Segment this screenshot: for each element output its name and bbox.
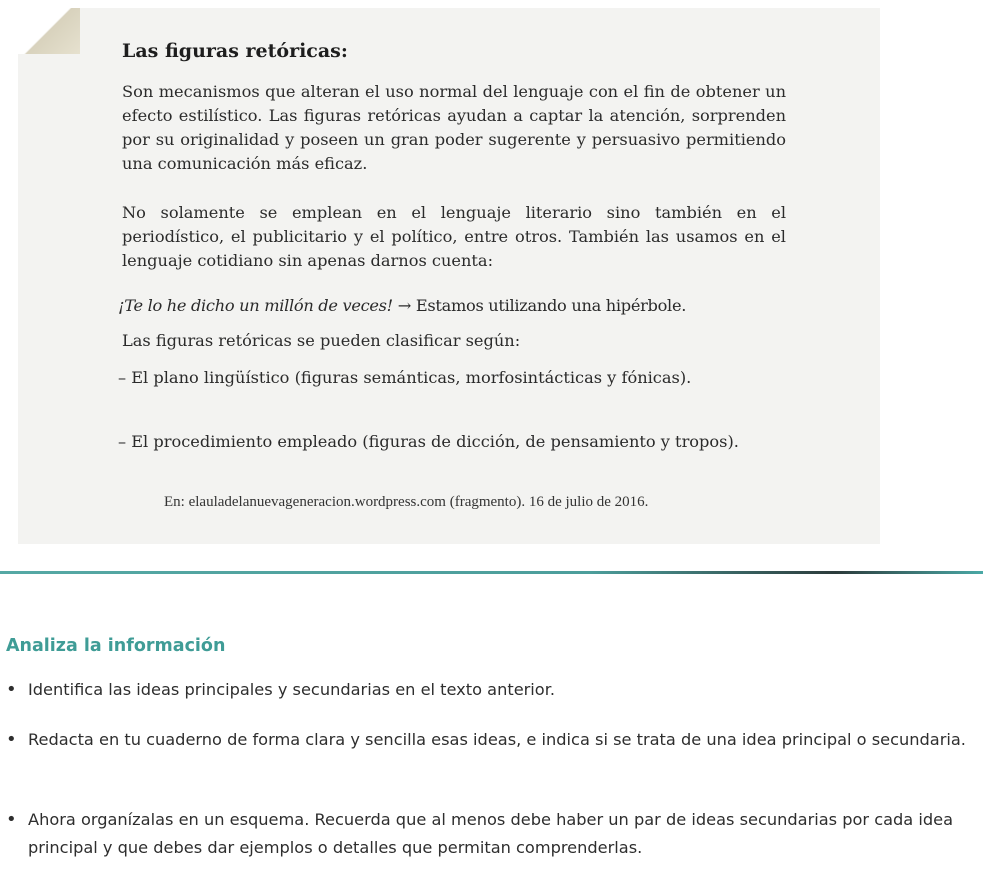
- task-text: Identifica las ideas principales y secundarias en el texto anterior.: [28, 680, 556, 699]
- reading-title: Las figuras retóricas:: [122, 40, 348, 62]
- classification-item-text: – El procedimiento empleado (figuras de dicción, de pensamiento y tropos).: [118, 432, 739, 451]
- bullet-icon: •: [6, 809, 17, 830]
- task-item: [6, 676, 976, 704]
- reading-paragraph-2: No solamente se emplean en el lenguaje literario sino también en el periodístico, el publicitario y el político, entre otros. También las usamos en el lenguaje cotidiano sin apenas darnos cuenta:: [122, 203, 786, 270]
- page-corner-decoration: [18, 8, 80, 54]
- example-quote: ¡Te lo he dicho un millón de veces!: [118, 296, 393, 315]
- source-citation: En: elauladelanuevageneracion.wordpress.com (fragmento). 16 de julio de 2016.: [164, 494, 649, 510]
- task-text: Redacta en tu cuaderno de forma clara y sencilla esas ideas, e indica si se trata de una idea principal o secundaria.: [28, 730, 966, 749]
- section-divider: [0, 571, 983, 574]
- arrow-icon: →: [397, 296, 412, 315]
- classification-item: [118, 366, 786, 390]
- reading-paragraph-3: Las figuras retóricas se pueden clasificar según:: [122, 331, 521, 350]
- classification-item-text: – El plano lingüístico (figuras semánticas, morfosintácticas y fónicas).: [118, 368, 692, 387]
- example-explanation: Estamos utilizando una hipérbole.: [415, 296, 687, 315]
- bullet-icon: •: [6, 729, 17, 750]
- example-line: [118, 294, 788, 318]
- reading-paragraph-1: Son mecanismos que alteran el uso normal del lenguaje con el fin de obtener un efecto estilístico. Las figuras retóricas ayudan a captar la atención, sorprenden por su originalidad y poseen un gran poder sugerente y persuasivo permitiendo una comunicación más eficaz.: [122, 82, 786, 173]
- activity-heading: Analiza la información: [6, 636, 226, 656]
- classification-item: [118, 430, 786, 454]
- task-item: [6, 726, 976, 754]
- task-text: Ahora organízalas en un esquema. Recuerda que al menos debe haber un par de ideas secundarias por cada idea principal y que debes dar ejemplos o detalles que permitan comprenderlas.: [28, 810, 954, 857]
- task-item: [6, 806, 976, 862]
- bullet-icon: •: [6, 679, 17, 700]
